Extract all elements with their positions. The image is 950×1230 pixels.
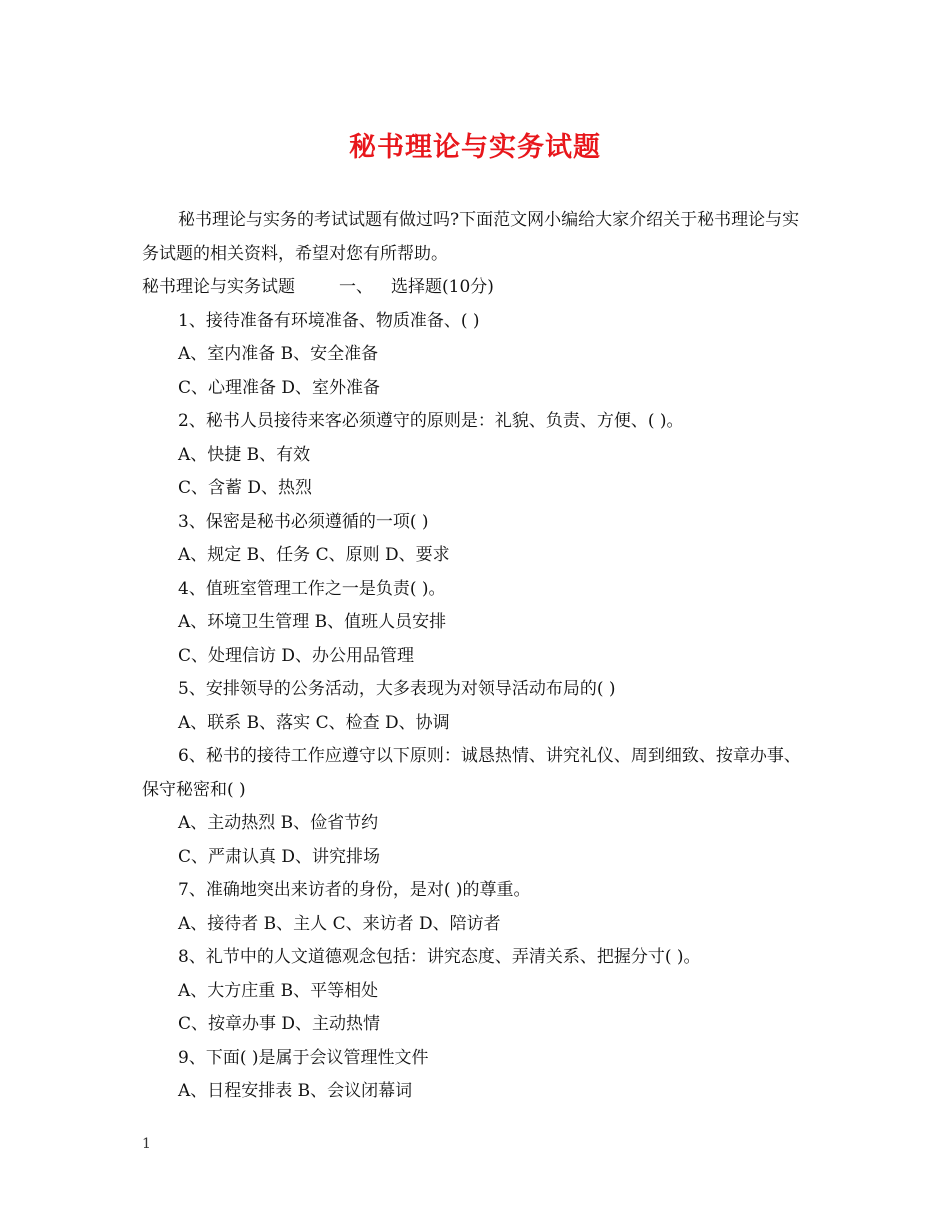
section-title: 选择题(10分)	[391, 277, 494, 297]
option-line: A、联系 B、落实 C、检查 D、协调	[178, 712, 450, 733]
section-heading	[142, 271, 812, 305]
question-line: 1、接待准备有环境准备、物质准备、( )	[178, 310, 480, 331]
intro-paragraph: 秘书理论与实务的考试试题有做过吗?下面范文网小编给大家介绍关于秘书理论与实务试题的相关资料，希望对您有所帮助。	[142, 210, 800, 264]
question-line: 8、礼节中的人文道德观念包括：讲究态度、弄清关系、把握分寸( )。	[178, 947, 701, 967]
option-line: C、心理准备 D、室外准备	[178, 377, 381, 398]
question-line: 4、值班室管理工作之一是负责( )。	[178, 578, 446, 599]
option-line: A、日程安排表 B、会议闭幕词	[178, 1081, 413, 1101]
option-line: A、室内准备 B、安全准备	[178, 344, 379, 364]
option-line: C、含蓄 D、热烈	[178, 478, 313, 498]
question-line: 7、准确地突出来访者的身份，是对( )的尊重。	[178, 880, 531, 900]
section-doc-name: 秘书理论与实务试题	[142, 277, 295, 297]
option-line: C、严肃认真 D、讲究排场	[178, 846, 381, 867]
question-line: 5、安排领导的公务活动，大多表现为对领导活动布局的( )	[178, 679, 616, 699]
question-line: 6、秘书的接待工作应遵守以下原则：诚恳热情、讲究礼仪、周到细致、按章办事、保守秘密和( )	[142, 746, 801, 800]
question-line: 3、保密是秘书必须遵循的一项( )	[178, 511, 429, 532]
option-line: A、接待者 B、主人 C、来访者 D、陪访者	[178, 913, 501, 934]
question-line: 2、秘书人员接待来客必须遵守的原则是：礼貌、负责、方便、( )。	[178, 411, 684, 431]
option-line: C、按章办事 D、主动热情	[178, 1014, 381, 1034]
question-line: 9、下面( )是属于会议管理性文件	[178, 1047, 429, 1068]
option-line: C、处理信访 D、办公用品管理	[178, 645, 415, 666]
document-title: 秘书理论与实务试题	[349, 132, 601, 163]
option-line: A、规定 B、任务 C、原则 D、要求	[178, 545, 450, 565]
document-body	[142, 204, 812, 1109]
page-number: 1	[142, 1136, 151, 1152]
option-line: A、主动热烈 B、俭省节约	[178, 813, 379, 833]
option-line: A、大方庄重 B、平等相处	[178, 980, 379, 1001]
option-line: A、环境卫生管理 B、值班人员安排	[178, 612, 447, 632]
option-line: A、快捷 B、有效	[178, 444, 311, 465]
section-number: 一、	[339, 277, 373, 297]
